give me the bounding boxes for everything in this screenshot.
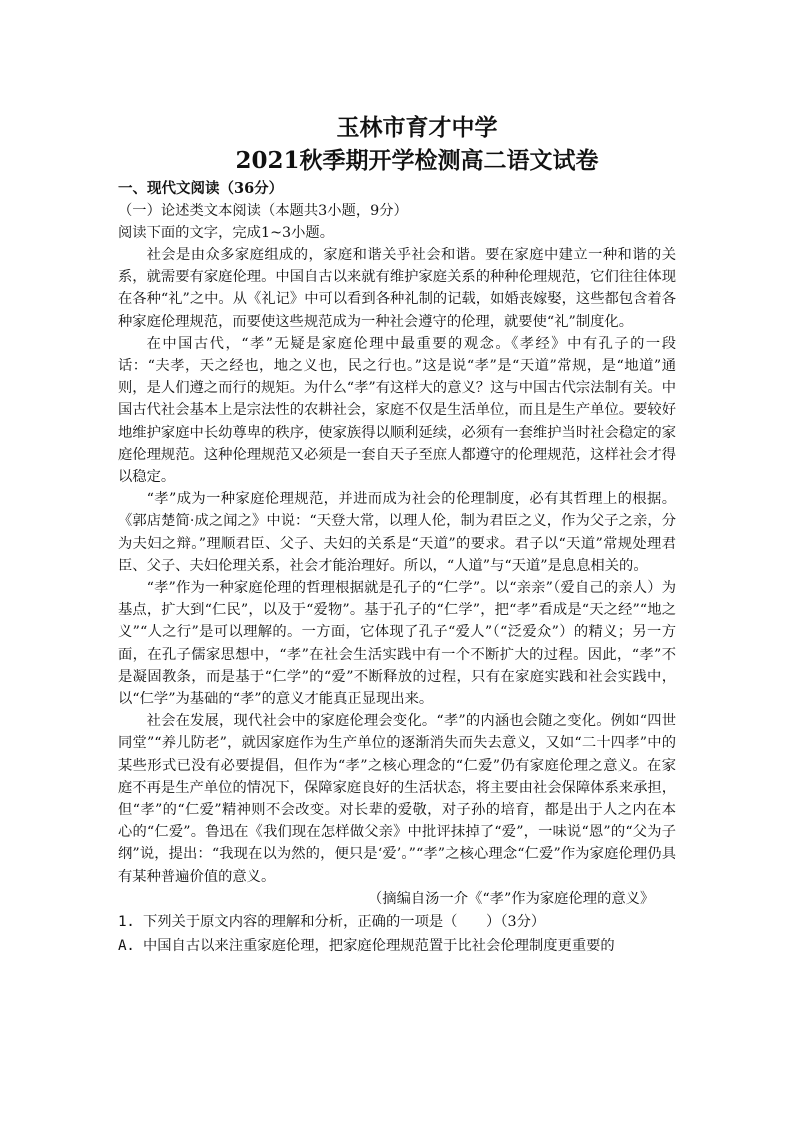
school-name: 玉林市育才中学 <box>336 114 498 141</box>
passage-paragraph: “孝”成为一种家庭伦理规范，并进而成为社会的伦理制度，必有其哲理上的根据。《郭店楚简·成之闻之》中说：“天登大常，以理人伦，制为君臣之义，作为父子之亲，分为夫妇之辩。”理顺君臣、父子、夫妇的关系是“天道”的要求。君子以“天道”常规处理君臣、父子、夫妇伦理关系，社会才能治理好。所以，“人道”与“天道”是息息相关的。 <box>118 491 676 574</box>
passage-paragraph: “孝”作为一种家庭伦理的哲理根据就是孔子的“仁学”。以“亲亲”（爱自己的亲人）为基点，扩大到“仁民”，以及于“爱物”。基于孔子的“仁学”，把“孝”看成是“天之经”“地之义”“人之行”是可以理解的。一方面，它体现了孔子“爱人”（“泛爱众”）的精义；另一方面，在孔子儒家思想中，“孝”在社会生活实践中有一个不断扩大的过程。因此，“孝”不是凝固教条，而是基于“仁学”的“爱”不断释放的过程，只有在家庭实践和社会实践中，以“仁学”为基础的“孝”的意义才能真正显现出来。 <box>118 580 676 708</box>
passage <box>118 244 676 888</box>
subsection-heading: （一）论述类文本阅读（本题共3小题，9分） <box>118 203 408 219</box>
option-text: 中国自古以来注重家庭伦理，把家庭伦理规范置于比社会伦理制度更重要的 <box>142 937 615 954</box>
reading-instruction: 阅读下面的文字，完成1~3小题。 <box>118 225 335 241</box>
passage-paragraph: 在中国古代，“孝”无疑是家庭伦理中最重要的观念。《孝经》中有孔子的一段话：“夫孝，天之经也，地之义也，民之行也。”这是说“孝”是“天道”常规，是“地道”通则，是人们遵之而行的规矩。为什么“孝”有这样大的意义？这与中国古代宗法制有关。中国古代社会基本上是宗法性的农耕社会，家庭不仅是生活单位，而且是生产单位。要较好地维护家庭中长幼尊卑的秩序，使家族得以顺利延续，必须有一套维护当时社会稳定的家庭伦理规范。这种伦理规范又必须是一套自天子至庶人都遵守的伦理规范，这样社会才得以稳定。 <box>118 335 676 486</box>
question-number: 1. <box>118 913 135 930</box>
section-heading: 一、现代文阅读（36分） <box>118 180 284 197</box>
question-option <box>118 934 676 958</box>
exam-title: 2021秋季期开学检测高二语文试卷 <box>235 147 599 174</box>
question-stem <box>118 910 676 934</box>
option-letter: A. <box>118 937 135 954</box>
question-text: 下列关于原文内容的理解和分析，正确的一项是（ ）（3分） <box>142 913 546 930</box>
question-1 <box>118 910 676 958</box>
passage-paragraph: 社会是由众多家庭组成的，家庭和谐关乎社会和谐。要在家庭中建立一种和谐的关系，就需要有家庭伦理。中国自古以来就有维护家庭关系的种种伦理规范，它们往往体现在各种“礼”之中。从《礼记》中可以看到各种礼制的记载，如婚丧嫁娶，这些都包含着各种家庭伦理规范，而要使这些规范成为一种社会遵守的伦理，就要使“礼”制度化。 <box>118 247 676 330</box>
passage-source: （摘编自汤一介《“孝”作为家庭伦理的意义》 <box>368 890 655 907</box>
passage-paragraph: 社会在发展，现代社会中的家庭伦理会变化。“孝”的内涵也会随之变化。例如“四世同堂”“养儿防老”，就因家庭作为生产单位的逐渐消失而失去意义，又如“二十四孝”中的某些形式已没有必要提倡，但作为“孝”之核心理念的“仁爱”仍有家庭伦理之意义。在家庭不再是生产单位的情况下，保障家庭良好的生活状态，将主要由社会保障体系来承担，但“孝”的“仁爱”精神则不会改变。对长辈的爱敬，对子孙的培育，都是出于人之内在本心的“仁爱”。鲁迅在《我们现在怎样做父亲》中批评抹掉了“爱”，一味说“恩”的“父为子纲”说，提出：“我现在以为然的，便只是‘爱’。”“孝”之核心理念“仁爱”作为家庭伦理仍具有某种普遍价值的意义。 <box>118 713 676 885</box>
exam-page <box>118 112 676 958</box>
